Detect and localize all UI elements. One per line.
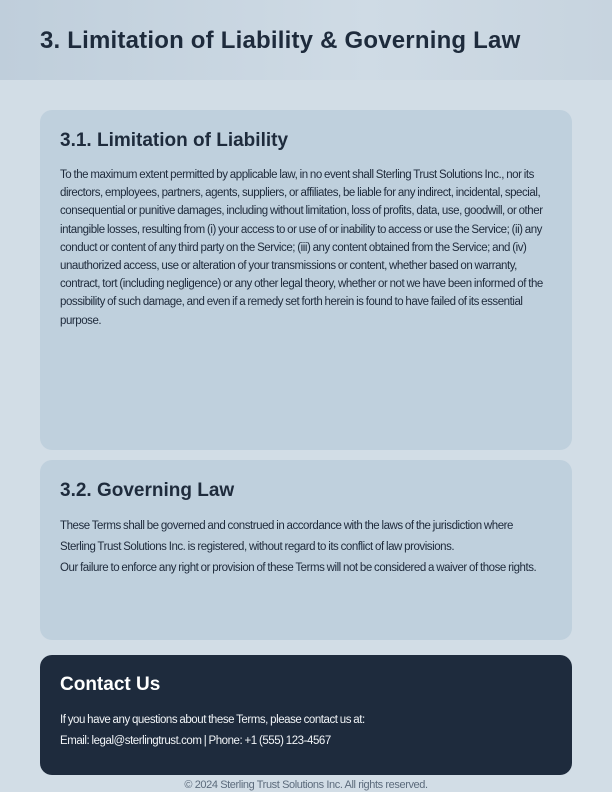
contact-intro: If you have any questions about these Terms, please contact us at: <box>60 714 365 726</box>
footer-copyright: © 2024 Sterling Trust Solutions Inc. All rights reserved. <box>184 779 428 791</box>
section-paragraph: Our failure to enforce any right or provision of these Terms will not be considered a waiver of those rights. <box>60 562 537 574</box>
contact-details: Email: legal@sterlingtrust.com | Phone: +1 (555) 123-4567 <box>60 735 331 747</box>
section-paragraph: To the maximum extent permitted by applicable law, in no event shall Sterling Trust Solutions Inc., nor its directors, employees, partners, agents, suppliers, or affiliates, be liable for any indirect, incidental, special, consequential or punitive damages, including without limitation, loss of profits, data, use, goodwill, or other intangible losses, resulting from (i) your access to or use of or inability to access or use the Service; (ii) any conduct or content of any third party on the Service; (iii) any content obtained from the Service; and (iv) unauthorized access, use or alteration of your transmissions or content, whether based on warranty, contract, tort (including negligence) or any other legal theory, whether or not we have been informed of the possibility of such damage, and even if a remedy set forth herein is found to have failed of its essential purpose. <box>60 169 543 327</box>
section-paragraph: These Terms shall be governed and construed in accordance with the laws of the jurisdiction where Sterling Trust Solutions Inc. is registered, without regard to its conflict of law provisions. <box>60 520 513 553</box>
section-limitation-of-liability <box>40 110 572 450</box>
section-governing-law <box>40 460 572 640</box>
section-heading: 3.2. Governing Law <box>60 480 235 501</box>
contact-heading: Contact Us <box>60 674 161 695</box>
contact-us-card <box>40 655 572 775</box>
page-title: 3. Limitation of Liability & Governing Law <box>40 27 521 54</box>
page-header <box>0 0 612 80</box>
section-heading: 3.1. Limitation of Liability <box>60 130 289 151</box>
